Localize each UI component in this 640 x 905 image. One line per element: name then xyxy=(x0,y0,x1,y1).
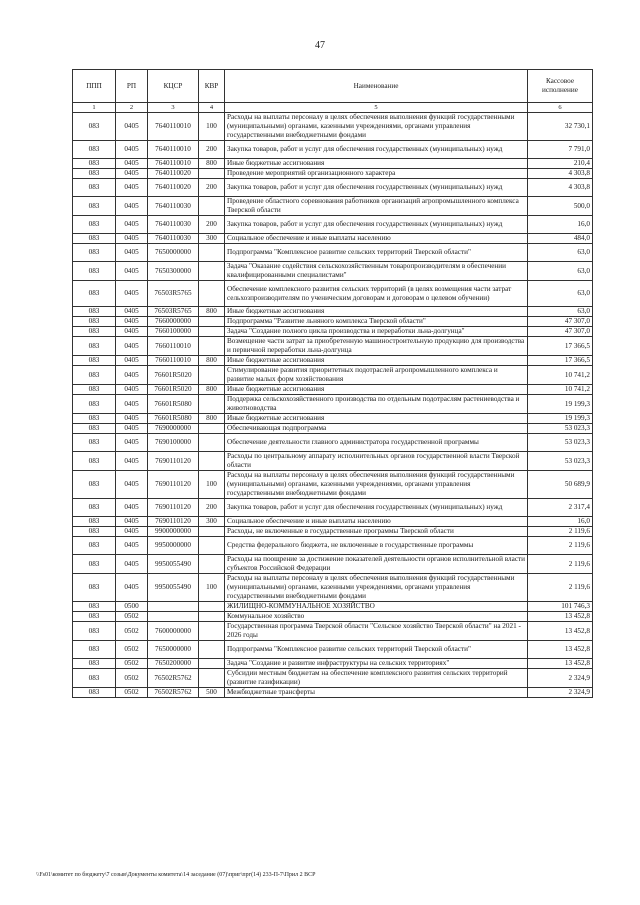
cell-amount: 63,0 xyxy=(528,307,593,317)
cell-kvr: 800 xyxy=(199,356,225,366)
cell-amount: 47 307,0 xyxy=(528,317,593,327)
cell-rp: 0502 xyxy=(116,641,148,659)
cell-ppp: 083 xyxy=(73,281,116,307)
table-row xyxy=(73,179,593,197)
cell-ppp: 083 xyxy=(73,414,116,424)
cell-kvr xyxy=(199,395,225,414)
cell-kvr: 300 xyxy=(199,517,225,527)
cell-kcsr: 76503R5765 xyxy=(148,281,199,307)
cell-name: Проведение областного соревнования работников организаций агропромышленного комплекса Тверской области xyxy=(225,197,528,216)
cell-kvr xyxy=(199,555,225,574)
cell-rp: 0405 xyxy=(116,244,148,262)
document-path-footer: \\Fs01\комитет по бюджету\7 созыв\Документы комитета\14 заседание (07)\приг\прг(14) 233-П-7\Прил 2 ВСР xyxy=(36,872,316,878)
header-ppp: ППП xyxy=(73,70,116,103)
column-number: 4 xyxy=(199,103,225,113)
column-number: 6 xyxy=(528,103,593,113)
cell-kcsr: 76601R5080 xyxy=(148,395,199,414)
cell-name: Расходы на выплаты персоналу в целях обеспечения выполнения функций государственными (муниципальными) органами, казенными учреждениями, органами управления государственными внебюджетными фондами xyxy=(225,471,528,499)
table-body xyxy=(73,113,593,698)
cell-kcsr: 9950055490 xyxy=(148,555,199,574)
cell-amount: 19 199,3 xyxy=(528,395,593,414)
cell-kcsr: 9950000000 xyxy=(148,537,199,555)
cell-kcsr: 76601R5080 xyxy=(148,414,199,424)
budget-execution-table xyxy=(72,69,593,698)
cell-kvr: 500 xyxy=(199,688,225,698)
cell-kvr: 800 xyxy=(199,385,225,395)
cell-ppp: 083 xyxy=(73,234,116,244)
cell-amount: 63,0 xyxy=(528,244,593,262)
cell-amount: 101 746,3 xyxy=(528,602,593,612)
cell-ppp: 083 xyxy=(73,141,116,159)
cell-kcsr: 7650300000 xyxy=(148,262,199,281)
cell-ppp: 083 xyxy=(73,262,116,281)
cell-rp: 0405 xyxy=(116,169,148,179)
cell-amount: 500,0 xyxy=(528,197,593,216)
cell-name: Задача "Создание полного цикла производства и переработки льна-долгунца" xyxy=(225,327,528,337)
header-kcsr: КЦСР xyxy=(148,70,199,103)
table-row xyxy=(73,234,593,244)
cell-kvr xyxy=(199,452,225,471)
cell-name: Социальное обеспечение и иные выплаты населению xyxy=(225,234,528,244)
cell-amount: 2 119,6 xyxy=(528,537,593,555)
cell-kcsr: 76503R5765 xyxy=(148,307,199,317)
cell-kcsr: 7640110010 xyxy=(148,113,199,141)
cell-rp: 0405 xyxy=(116,337,148,356)
table-header-row xyxy=(73,70,593,103)
header-kvr: КВР xyxy=(199,70,225,103)
cell-amount: 2 317,4 xyxy=(528,499,593,517)
cell-kcsr: 76601R5020 xyxy=(148,385,199,395)
cell-ppp: 083 xyxy=(73,555,116,574)
cell-ppp: 083 xyxy=(73,659,116,669)
cell-kvr xyxy=(199,281,225,307)
cell-ppp: 083 xyxy=(73,612,116,622)
cell-amount: 16,0 xyxy=(528,517,593,527)
table-row xyxy=(73,537,593,555)
cell-rp: 0502 xyxy=(116,659,148,669)
table-row xyxy=(73,622,593,641)
table-row xyxy=(73,317,593,327)
cell-amount: 2 324,9 xyxy=(528,669,593,688)
cell-rp: 0502 xyxy=(116,688,148,698)
cell-kcsr: 76502R5762 xyxy=(148,669,199,688)
cell-kcsr: 7640110030 xyxy=(148,216,199,234)
cell-kvr: 100 xyxy=(199,113,225,141)
cell-name: Иные бюджетные ассигнования xyxy=(225,356,528,366)
table-row xyxy=(73,337,593,356)
table-row xyxy=(73,141,593,159)
cell-ppp: 083 xyxy=(73,244,116,262)
cell-rp: 0405 xyxy=(116,395,148,414)
cell-rp: 0405 xyxy=(116,262,148,281)
table-row xyxy=(73,113,593,141)
cell-kcsr: 7690110120 xyxy=(148,471,199,499)
table-row xyxy=(73,327,593,337)
cell-name: Иные бюджетные ассигнования xyxy=(225,307,528,317)
cell-kcsr: 7690000000 xyxy=(148,424,199,434)
cell-kvr: 800 xyxy=(199,159,225,169)
table-row xyxy=(73,395,593,414)
cell-amount: 63,0 xyxy=(528,281,593,307)
cell-kvr: 300 xyxy=(199,234,225,244)
table-row xyxy=(73,499,593,517)
column-number: 1 xyxy=(73,103,116,113)
cell-amount: 2 324,9 xyxy=(528,688,593,698)
cell-kcsr: 9950055490 xyxy=(148,574,199,602)
table-row xyxy=(73,262,593,281)
cell-ppp: 083 xyxy=(73,179,116,197)
cell-ppp: 083 xyxy=(73,641,116,659)
cell-amount: 10 741,2 xyxy=(528,385,593,395)
cell-ppp: 083 xyxy=(73,527,116,537)
cell-kvr xyxy=(199,197,225,216)
cell-kcsr: 7640110020 xyxy=(148,179,199,197)
cell-kcsr: 76502R5762 xyxy=(148,688,199,698)
cell-kvr xyxy=(199,244,225,262)
cell-ppp: 083 xyxy=(73,537,116,555)
cell-ppp: 083 xyxy=(73,471,116,499)
table-row xyxy=(73,669,593,688)
cell-amount: 53 023,3 xyxy=(528,452,593,471)
table-row xyxy=(73,216,593,234)
cell-kcsr: 7660110010 xyxy=(148,356,199,366)
table-row xyxy=(73,659,593,669)
table-row xyxy=(73,385,593,395)
cell-rp: 0502 xyxy=(116,622,148,641)
cell-ppp: 083 xyxy=(73,395,116,414)
cell-ppp: 083 xyxy=(73,169,116,179)
cell-amount: 4 303,8 xyxy=(528,169,593,179)
cell-kvr xyxy=(199,262,225,281)
cell-amount: 13 452,8 xyxy=(528,622,593,641)
cell-kvr xyxy=(199,641,225,659)
cell-kvr: 200 xyxy=(199,216,225,234)
cell-kcsr: 7660110010 xyxy=(148,337,199,356)
cell-ppp: 083 xyxy=(73,574,116,602)
cell-name: Иные бюджетные ассигнования xyxy=(225,385,528,395)
cell-rp: 0405 xyxy=(116,452,148,471)
cell-amount: 53 023,3 xyxy=(528,434,593,452)
cell-rp: 0405 xyxy=(116,537,148,555)
cell-amount: 13 452,8 xyxy=(528,641,593,659)
cell-kcsr: 7690110120 xyxy=(148,517,199,527)
cell-kcsr: 7690110120 xyxy=(148,452,199,471)
cell-amount: 13 452,8 xyxy=(528,659,593,669)
cell-name: Закупка товаров, работ и услуг для обеспечения государственных (муниципальных) нужд xyxy=(225,141,528,159)
table-row xyxy=(73,356,593,366)
cell-name: Коммунальное хозяйство xyxy=(225,612,528,622)
cell-rp: 0502 xyxy=(116,669,148,688)
cell-rp: 0405 xyxy=(116,555,148,574)
cell-rp: 0405 xyxy=(116,234,148,244)
table-row xyxy=(73,197,593,216)
cell-amount: 10 741,2 xyxy=(528,366,593,385)
table-row xyxy=(73,159,593,169)
table-row xyxy=(73,641,593,659)
table-row xyxy=(73,612,593,622)
cell-ppp: 083 xyxy=(73,499,116,517)
cell-rp: 0405 xyxy=(116,141,148,159)
cell-name: Расходы на выплаты персоналу в целях обеспечения выполнения функций государственными (муниципальными) органами, казенными учреждениями, органами управления государственными внебюджетными фондами xyxy=(225,113,528,141)
cell-amount: 53 023,3 xyxy=(528,424,593,434)
cell-kvr xyxy=(199,537,225,555)
cell-kcsr xyxy=(148,612,199,622)
cell-name: Задача "Создание и развитие инфраструктуры на сельских территориях" xyxy=(225,659,528,669)
table-row xyxy=(73,414,593,424)
cell-rp: 0405 xyxy=(116,317,148,327)
cell-ppp: 083 xyxy=(73,602,116,612)
cell-ppp: 083 xyxy=(73,622,116,641)
cell-kcsr: 9900000000 xyxy=(148,527,199,537)
cell-kcsr: 7690110120 xyxy=(148,499,199,517)
cell-kvr xyxy=(199,317,225,327)
column-number: 5 xyxy=(225,103,528,113)
table-row xyxy=(73,244,593,262)
cell-amount: 210,4 xyxy=(528,159,593,169)
cell-rp: 0405 xyxy=(116,356,148,366)
cell-kvr: 200 xyxy=(199,141,225,159)
cell-ppp: 083 xyxy=(73,337,116,356)
cell-rp: 0405 xyxy=(116,424,148,434)
cell-name: Закупка товаров, работ и услуг для обеспечения государственных (муниципальных) нужд xyxy=(225,179,528,197)
cell-kcsr: 7650000000 xyxy=(148,641,199,659)
cell-rp: 0500 xyxy=(116,602,148,612)
cell-ppp: 083 xyxy=(73,356,116,366)
cell-name: Закупка товаров, работ и услуг для обеспечения государственных (муниципальных) нужд xyxy=(225,499,528,517)
cell-ppp: 083 xyxy=(73,688,116,698)
table-row xyxy=(73,281,593,307)
cell-kcsr: 7650000000 xyxy=(148,244,199,262)
cell-kcsr: 7640110010 xyxy=(148,141,199,159)
cell-name: Иные бюджетные ассигнования xyxy=(225,159,528,169)
cell-name: Иные бюджетные ассигнования xyxy=(225,414,528,424)
cell-rp: 0502 xyxy=(116,612,148,622)
header-amount: Кассовое исполнение xyxy=(528,70,593,103)
cell-name: Субсидии местным бюджетам на обеспечение комплексного развития сельских территорий (развитие газификации) xyxy=(225,669,528,688)
cell-rp: 0405 xyxy=(116,113,148,141)
cell-kvr: 100 xyxy=(199,471,225,499)
cell-kvr: 200 xyxy=(199,499,225,517)
cell-kvr: 800 xyxy=(199,414,225,424)
cell-amount: 32 730,1 xyxy=(528,113,593,141)
cell-name: Расходы, не включенные в государственные программы Тверской области xyxy=(225,527,528,537)
cell-ppp: 083 xyxy=(73,307,116,317)
cell-ppp: 083 xyxy=(73,385,116,395)
cell-kvr xyxy=(199,527,225,537)
table-row xyxy=(73,471,593,499)
cell-name: Подпрограмма "Комплексное развитие сельских территорий Тверской области" xyxy=(225,244,528,262)
cell-kvr xyxy=(199,424,225,434)
cell-kvr xyxy=(199,366,225,385)
cell-kvr xyxy=(199,612,225,622)
table-row xyxy=(73,688,593,698)
cell-ppp: 083 xyxy=(73,452,116,471)
cell-amount: 16,0 xyxy=(528,216,593,234)
cell-kcsr: 7650200000 xyxy=(148,659,199,669)
header-name: Наименование xyxy=(225,70,528,103)
cell-amount: 4 303,8 xyxy=(528,179,593,197)
cell-kcsr: 7640110030 xyxy=(148,234,199,244)
cell-kcsr: 7660000000 xyxy=(148,317,199,327)
cell-name: Межбюджетные трансферты xyxy=(225,688,528,698)
cell-rp: 0405 xyxy=(116,517,148,527)
cell-ppp: 083 xyxy=(73,317,116,327)
cell-name: Социальное обеспечение и иные выплаты населению xyxy=(225,517,528,527)
cell-ppp: 083 xyxy=(73,327,116,337)
table-row xyxy=(73,366,593,385)
column-number: 2 xyxy=(116,103,148,113)
table-row xyxy=(73,517,593,527)
cell-amount: 2 119,6 xyxy=(528,574,593,602)
cell-kvr xyxy=(199,434,225,452)
cell-kvr: 200 xyxy=(199,179,225,197)
cell-ppp: 083 xyxy=(73,197,116,216)
cell-rp: 0405 xyxy=(116,216,148,234)
cell-ppp: 083 xyxy=(73,434,116,452)
table-row xyxy=(73,169,593,179)
cell-rp: 0405 xyxy=(116,527,148,537)
cell-rp: 0405 xyxy=(116,197,148,216)
table-row xyxy=(73,434,593,452)
cell-name: Расходы по центральному аппарату исполнительных органов государственной власти Тверской области xyxy=(225,452,528,471)
cell-kvr xyxy=(199,622,225,641)
cell-amount: 7 791,0 xyxy=(528,141,593,159)
cell-kcsr: 7640110030 xyxy=(148,197,199,216)
cell-name: Обеспечивающая подпрограмма xyxy=(225,424,528,434)
page-number: 47 xyxy=(315,40,325,51)
cell-kvr: 800 xyxy=(199,307,225,317)
cell-name: Средства федерального бюджета, не включенные в государственные программы xyxy=(225,537,528,555)
cell-kvr xyxy=(199,337,225,356)
cell-name: Расходы на выплаты персоналу в целях обеспечения выполнения функций государственными (муниципальными) органами, казенными учреждениями, органами управления государственными внебюджетными фондами xyxy=(225,574,528,602)
table-row xyxy=(73,602,593,612)
cell-amount: 63,0 xyxy=(528,262,593,281)
cell-rp: 0405 xyxy=(116,307,148,317)
cell-kcsr: 7640110010 xyxy=(148,159,199,169)
cell-amount: 17 366,5 xyxy=(528,356,593,366)
cell-ppp: 083 xyxy=(73,517,116,527)
cell-amount: 19 199,3 xyxy=(528,414,593,424)
cell-kvr xyxy=(199,169,225,179)
cell-rp: 0405 xyxy=(116,179,148,197)
cell-name: Обеспечение деятельности главного администратора государственной программы xyxy=(225,434,528,452)
cell-name: Поддержка сельскохозяйственного производства по отдельным подотраслям растениеводства и животноводства xyxy=(225,395,528,414)
table-row xyxy=(73,307,593,317)
cell-name: Обеспечение комплексного развития сельских территорий (в целях возмещения части затрат сельхозпроизводителям по ученическим договорам и договорам о целевом обучении) xyxy=(225,281,528,307)
cell-rp: 0405 xyxy=(116,499,148,517)
cell-name: Закупка товаров, работ и услуг для обеспечения государственных (муниципальных) нужд xyxy=(225,216,528,234)
cell-kcsr: 7600000000 xyxy=(148,622,199,641)
cell-ppp: 083 xyxy=(73,366,116,385)
cell-name: Подпрограмма "Комплексное развитие сельских территорий Тверской области" xyxy=(225,641,528,659)
cell-kcsr: 7690100000 xyxy=(148,434,199,452)
cell-name: Проведение мероприятий организационного характера xyxy=(225,169,528,179)
table-row xyxy=(73,555,593,574)
table-row xyxy=(73,424,593,434)
cell-ppp: 083 xyxy=(73,113,116,141)
cell-kvr xyxy=(199,669,225,688)
header-rp: РП xyxy=(116,70,148,103)
cell-rp: 0405 xyxy=(116,327,148,337)
cell-name: Задача "Оказание содействия сельскохозяйственным товаропроизводителям в обеспечении квалифицированными специалистами" xyxy=(225,262,528,281)
cell-rp: 0405 xyxy=(116,385,148,395)
column-number-row xyxy=(73,103,593,113)
cell-amount: 2 119,6 xyxy=(528,555,593,574)
cell-name: Подпрограмма "Развитие льняного комплекса Тверской области" xyxy=(225,317,528,327)
cell-ppp: 083 xyxy=(73,216,116,234)
cell-rp: 0405 xyxy=(116,281,148,307)
cell-ppp: 083 xyxy=(73,159,116,169)
cell-name: Возмещение части затрат за приобретенную машиностроительную продукцию для производства и первичной переработки льна-долгунца xyxy=(225,337,528,356)
table-row xyxy=(73,574,593,602)
cell-kcsr: 76601R5020 xyxy=(148,366,199,385)
cell-amount: 50 689,9 xyxy=(528,471,593,499)
cell-amount: 47 307,0 xyxy=(528,327,593,337)
cell-kvr: 100 xyxy=(199,574,225,602)
cell-ppp: 083 xyxy=(73,669,116,688)
cell-rp: 0405 xyxy=(116,159,148,169)
cell-kcsr: 7660100000 xyxy=(148,327,199,337)
table-row xyxy=(73,527,593,537)
cell-kvr xyxy=(199,327,225,337)
column-number: 3 xyxy=(148,103,199,113)
cell-kvr xyxy=(199,659,225,669)
cell-rp: 0405 xyxy=(116,434,148,452)
cell-kcsr xyxy=(148,602,199,612)
cell-kcsr: 7640110020 xyxy=(148,169,199,179)
cell-rp: 0405 xyxy=(116,414,148,424)
cell-amount: 2 119,6 xyxy=(528,527,593,537)
table-row xyxy=(73,452,593,471)
cell-rp: 0405 xyxy=(116,471,148,499)
cell-kvr xyxy=(199,602,225,612)
cell-name: ЖИЛИЩНО-КОММУНАЛЬНОЕ ХОЗЯЙСТВО xyxy=(225,602,528,612)
cell-amount: 17 366,5 xyxy=(528,337,593,356)
cell-rp: 0405 xyxy=(116,366,148,385)
cell-amount: 484,0 xyxy=(528,234,593,244)
cell-amount: 13 452,8 xyxy=(528,612,593,622)
cell-name: Стимулирование развития приоритетных подотраслей агропромышленного комплекса и развитие малых форм хозяйствования xyxy=(225,366,528,385)
cell-ppp: 083 xyxy=(73,424,116,434)
cell-name: Государственная программа Тверской области "Сельское хозяйство Тверской области" на 2021 - 2026 годы xyxy=(225,622,528,641)
cell-rp: 0405 xyxy=(116,574,148,602)
cell-name: Расходы на поощрение за достижение показателей деятельности органов исполнительной власти субъектов Российской Федерации xyxy=(225,555,528,574)
